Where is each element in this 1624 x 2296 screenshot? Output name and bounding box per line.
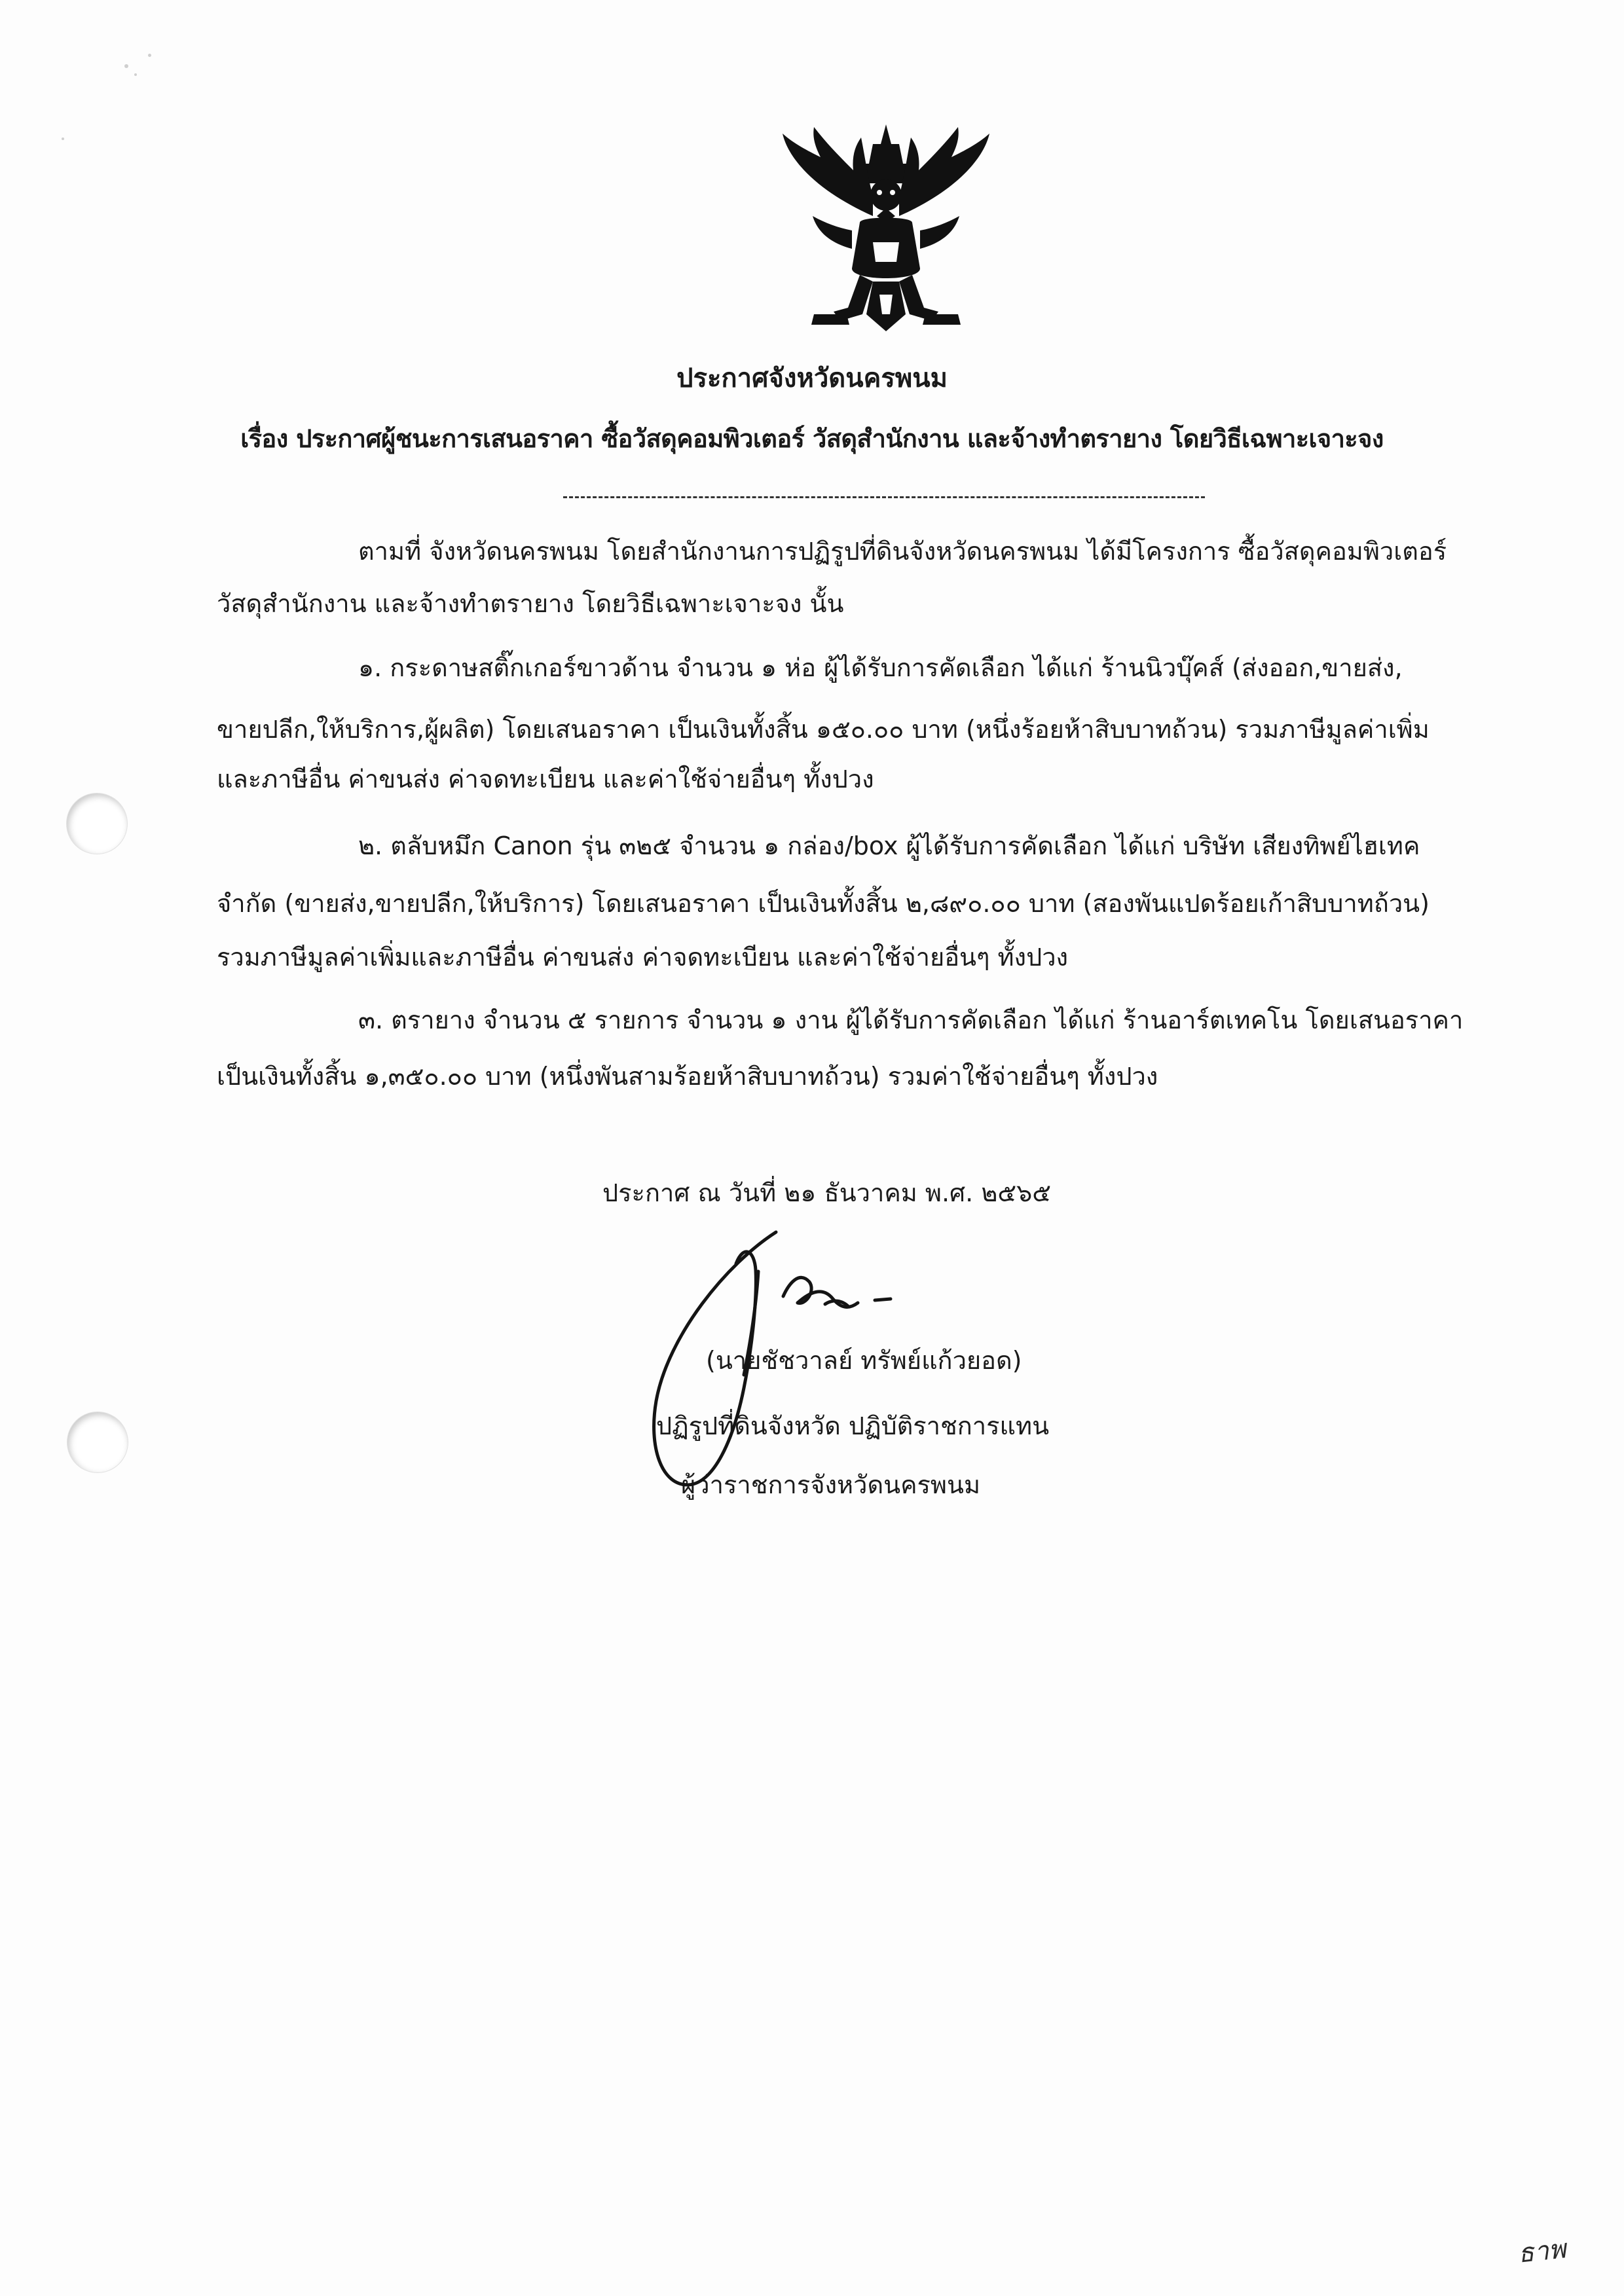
paper-speck — [124, 64, 128, 68]
signatory-acting-for: ผู้ว่าราชการจังหวัดนครพนม — [681, 1470, 981, 1499]
item-2-line-2: จำกัด (ขายส่ง,ขายปลีก,ให้บริการ) โดยเสนอราคา เป็นเงินทั้งสิ้น ๒,๘๙๐.๐๐ บาท (สองพันแปดร้อยเก้าสิบบาทถ้วน) — [217, 889, 1430, 918]
item-1-line-1: ๑. กระดาษสติ๊กเกอร์ขาวด้าน จำนวน ๑ ห่อ ผู้ได้รับการคัดเลือก ได้แก่ ร้านนิวบุ๊คส์ (ส่งออก,ขายส่ง, — [358, 653, 1403, 682]
signatory-name: (นายชัชวาลย์ ทรัพย์แก้วยอด) — [706, 1346, 1022, 1375]
item-2-line-1: ๒. ตลับหมึก Canon รุ่น ๓๒๕ จำนวน ๑ กล่อง/box ผู้ได้รับการคัดเลือก ได้แก่ บริษัท เสียงทิพย์ไฮเทค — [358, 831, 1420, 860]
punch-hole-top — [67, 793, 127, 854]
document-title: ประกาศจังหวัดนครพนม — [676, 363, 948, 393]
document-subject: เรื่อง ประกาศผู้ชนะการเสนอราคา ซื้อวัสดุคอมพิวเตอร์ วัสดุสำนักงาน และจ้างทำตรายาง โดยวิธีเฉพาะเจาะจง — [240, 424, 1384, 453]
intro-line-2: วัสดุสำนักงาน และจ้างทำตรายาง โดยวิธีเฉพาะเจาะจง นั้น — [217, 589, 844, 618]
signatory-position: ปฏิรูปที่ดินจังหวัด ปฏิบัติราชการแทน — [656, 1412, 1050, 1440]
page-initial-mark: ธาพ — [1516, 2234, 1568, 2269]
paper-speck — [62, 137, 64, 140]
item-3-line-2: เป็นเงินทั้งสิ้น ๑,๓๕๐.๐๐ บาท (หนึ่งพันสามร้อยห้าสิบบาทถ้วน) รวมค่าใช้จ่ายอื่นๆ ทั้งปวง — [217, 1062, 1158, 1091]
dashed-divider — [563, 496, 1205, 498]
garuda-emblem-icon — [775, 118, 997, 340]
item-3-line-1: ๓. ตรายาง จำนวน ๕ รายการ จำนวน ๑ งาน ผู้ได้รับการคัดเลือก ได้แก่ ร้านอาร์ตเทคโน โดยเสนอราคา — [358, 1006, 1464, 1034]
item-1-line-3: และภาษีอื่น ค่าขนส่ง ค่าจดทะเบียน และค่าใช้จ่ายอื่นๆ ทั้งปวง — [217, 765, 874, 793]
punch-hole-bottom — [67, 1412, 128, 1472]
paper-speck — [148, 54, 151, 57]
item-1-line-2: ขายปลีก,ให้บริการ,ผู้ผลิต) โดยเสนอราคา เป็นเงินทั้งสิ้น ๑๕๐.๐๐ บาท (หนึ่งร้อยห้าสิบบาทถ้วน) รวมภาษีมูลค่าเพิ่ม — [217, 715, 1430, 744]
paper-speck — [134, 73, 137, 76]
item-2-line-3: รวมภาษีมูลค่าเพิ่มและภาษีอื่น ค่าขนส่ง ค่าจดทะเบียน และค่าใช้จ่ายอื่นๆ ทั้งปวง — [217, 943, 1069, 972]
announcement-date: ประกาศ ณ วันที่ ๒๑ ธันวาคม พ.ศ. ๒๕๖๕ — [602, 1178, 1052, 1207]
intro-line-1: ตามที่ จังหวัดนครพนม โดยสำนักงานการปฏิรูปที่ดินจังหวัดนครพนม ได้มีโครงการ ซื้อวัสดุคอมพิวเตอร์ — [358, 537, 1447, 566]
